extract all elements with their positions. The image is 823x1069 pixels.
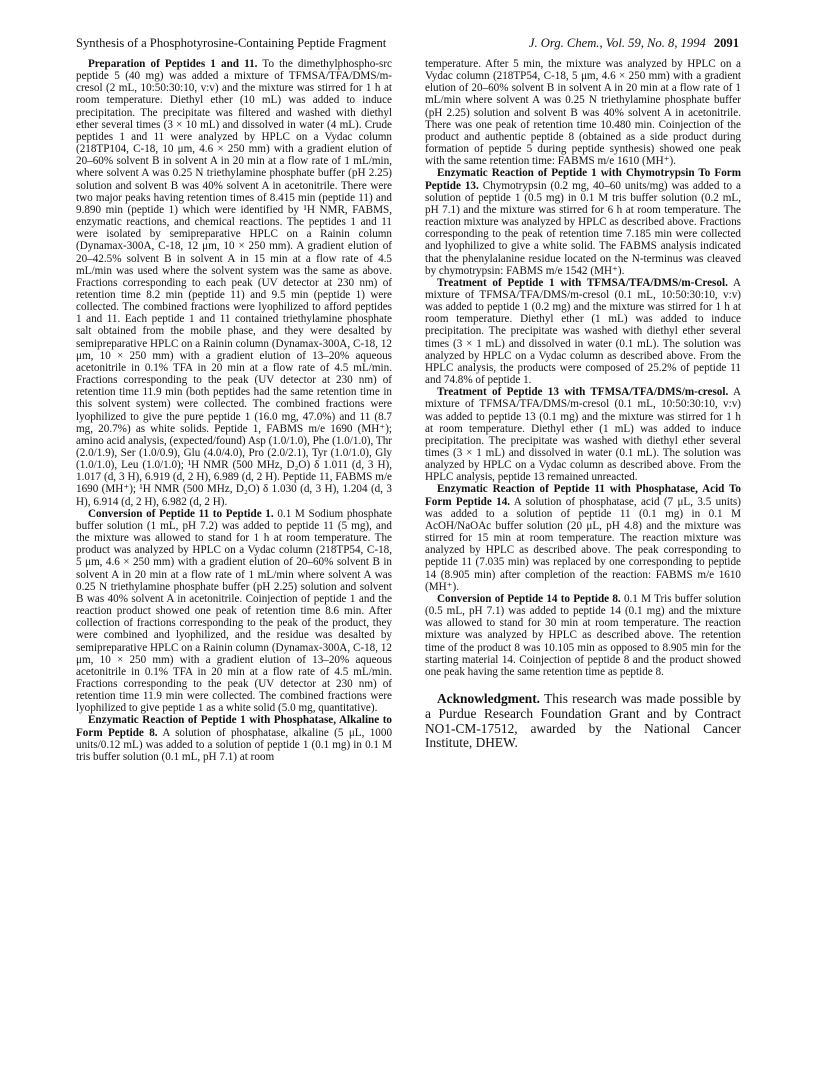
paragraph-text: 0.1 M Tris buffer solution (0.5 mL, pH 7.1) was added to peptide 14 (0.1 mg) and the mixture was allowed to stand for 30 min at room temperature. The reaction mixture was analyzed by HPLC as described above. The retention time of the product 8 was 10.105 min as opposed to 8.905 min for the starting material 14. Coinjection of peptide 8 and the product showed one peak having the same retention time as peptide 8. (425, 592, 741, 678)
paragraph-text: A mixture of TFMSA/TFA/DMS/m-cresol (0.1 mL, 10:50:30:10, v:v) was added to peptide 13 (0.1 mg) and the mixture was stirred for 1 h at room temperature. Diethyl ether (1 mL) was added to induce precipitation. The precipitate was washed with diethyl ether several times (3 × 1 mL) and dissolved in water (0.1 mL). The solution was analyzed by HPLC on a Vydac column as described above. From the HPLC analysis, peptide 13 remained unreacted. (425, 386, 741, 484)
paragraph-treatment-peptide-13 (425, 386, 741, 483)
paragraph-acid-phosphatase (425, 483, 741, 592)
paragraph-continued (425, 58, 741, 167)
paragraph-text: Chymotrypsin (0.2 mg, 40–60 units/mg) was added to a solution of peptide 1 (0.5 mg) in 0.1 M tris buffer solution (0.2 mL, pH 7.1) and the mixture was stirred for 6 h at room temperature. The reaction mixture was analyzed by HPLC as described above. Fractions corresponding to the peak of retention time 7.185 min were collected and lyophilized to give a white solid. The FABMS analysis indicated that the phenylalanine residue located on the N-terminus was cleaved by chymotrypsin: FABMS m/e 1542 (MH⁺). (425, 179, 741, 277)
page-number: 2091 (713, 36, 739, 50)
section-heading: Preparation of Peptides 1 and 11. (88, 58, 258, 70)
paragraph-preparation (76, 58, 392, 508)
paragraph-conversion-14-to-8 (425, 593, 741, 678)
paragraph-alkaline-phosphatase (76, 714, 392, 763)
section-heading: Enzymatic Reaction of Peptide 11 with Phosphatase, Acid To Form Peptide 14. (425, 483, 741, 508)
paragraph-chymotrypsin (425, 167, 741, 276)
running-title: Synthesis of a Phosphotyrosine-Containing Peptide Fragment (76, 36, 387, 50)
section-heading: Treatment of Peptide 13 with TFMSA/TFA/DMS/m-cresol. (437, 386, 729, 399)
acknowledgment-heading: Acknowledgment. (437, 690, 541, 706)
paragraph-text: A solution of phosphatase, alkaline (5 μL, 1000 units/0.12 mL) was added to a solution of peptide 1 (0.1 mg) in 0.1 M tris buffer solution (0.1 mL, pH 7.1) at room (76, 726, 393, 763)
section-heading: Treatment of Peptide 1 with TFMSA/TFA/DMS/m-Cresol. (437, 276, 728, 289)
paragraph-treatment-peptide-1 (425, 277, 741, 386)
section-heading: Conversion of Peptide 11 to Peptide 1. (88, 507, 274, 520)
section-heading: Enzymatic Reaction of Peptide 1 with Chymotrypsin To Form Peptide 13. (425, 167, 741, 192)
paragraph-text: 0.1 M Sodium phosphate buffer solution (1 mL, pH 7.2) was added to peptide 11 (5 mg), and the mixture was allowed to stand for 1 h at room temperature. The product was analyzed by HPLC on a Vydac column (218TP54, C-18, 5 μm, 4.6 × 250 mm) with a gradient elution of 20–60% solvent B in solvent A in 20 min at a flow rate of 1 mL/min where solvent A was 0.25 N triethylamine phosphate buffer (pH 2.25) solution and solvent B was 40% solvent A in acetonitrile. Coinjection of peptide 1 and the reaction product showed one peak of retention time 8.6 min. After collection of fractions corresponding to the peak of the product, they were combined and lyophilized, and the residue was desalted by semipreparative HPLC on a Rainin column (Dynamax-300A, C-18, 12 μm, 10 × 250 mm) with a gradient elution of 13–20% aqueous acetonitrile in 0.1% TFA in 20 min at a flow rate of 4.5 mL/min. Fractions corresponding to the peak (UV detector at 230 nm) of retention time 11.9 min were collected. The combined fractions were lyophilized to give peptide 1 as a white solid (5.0 mg, quantitative). (76, 507, 392, 715)
paragraph-text: A solution of phosphatase, acid (7 μL, 3.5 units) was added to a solution of peptide 11 (0.1 mg) in 0.1 M AcOH/NaOAc buffer solution (20 μL, pH 4.8) and the mixture was stirred for 15 min at room temperature. The reaction mixture was analyzed by HPLC as described above. The peak corresponding to peptide 11 (7.035 min) was replaced by one corresponding to peptide 14 (8.905 min) after completion of the reaction: FABMS m/e 1610 (MH⁺). (425, 495, 741, 593)
paragraph-text: temperature. After 5 min, the mixture was analyzed by HPLC on a Vydac column (218TP54, C-18, 5 μm, 4.6 × 250 mm) with a gradient elution of 20–60% solvent B in solvent A in 20 min at a flow rate of 1 mL/min where solvent A was 0.25 N triethylamine phosphate buffer (pH 2.25) solution and solvent B was 40% solvent A in acetonitrile. There was one peak of retention time 10.480 min. Coinjection of the product and authentic peptide 8 (obtained as a side product during formation of peptide 5 during peptide synthesis) showed one peak with the same retention time: FABMS m/e 1610 (MH⁺). (425, 58, 741, 168)
left-column (76, 58, 392, 763)
journal-citation (490, 36, 739, 50)
section-heading: Conversion of Peptide 14 to Peptide 8. (437, 592, 621, 605)
paragraph-text: To the dimethylphospho-src peptide 5 (40 mg) was added a mixture of TFMSA/TFA/DMS/m-cresol (2 mL, 10:50:30:10, v:v) and the mixture was stirred for 1 h at room temperature. Diethyl ether (10 mL) was added to induce precipitation. The precipitate was filtered and washed with diethyl ether several times (3 × 10 mL) and dissolved in water (4 mL). Crude peptides 1 and 11 were analyzed by HPLC on a Vydac column (218TP104, C-18, 10 μm, 4.6 × 250 mm) with a gradient elution of 20–60% solvent B in solvent A in 20 min at a flow rate of 1 mL/min, where solvent A was 0.25 N triethylamine phosphate buffer (pH 2.25) solution and solvent B was 40% solvent A in acetonitrile. There were two major peaks having retention times of 8.415 min (peptide 11) and 9.890 min (peptide 1) which were identified by ¹H NMR, FABMS, enzymatic reactions, and chemical reactions. The peptides 1 and 11 were isolated by semipreparative HPLC on a Rainin column (Dynamax-300A, C-18, 12 μm, 10 × 250 mm). A gradient elution of 20–42.5% solvent B in solvent A in 15 min at a flow rate of 4.5 mL/min was used where the solvent system was the same as above. Fractions corresponding to each peak (UV detector at 230 nm) of retention time 8.2 min (peptide 11) and 9.5 min (peptide 1) were collected. The combined fractions were lyophilized to afford peptides 1 and 11. Each peptide 1 and 11 contained triethylamine phosphate salt obtained from the mobile phase, and they were desalted by semipreparative HPLC on a Rainin column (Dynamax-300A, C-18, 12 μm, 10 × 250 mm) with a gradient elution of 13–20% aqueous acetonitrile in 0.1% TFA in 20 min at a flow rate of 4.5 mL/min. Fractions corresponding to the peak (UV detector at 230 nm) of retention time 11.9 min (both peptides had the same retention time in this solvent system) were collected. The combined fractions were lyophilized to give the pure peptide 1 (16.0 mg, 47.0%) and 11 (8.7 mg, 20.7%) as white solids. Peptide 1, FABMS m/e 1690 (MH⁺); amino acid analysis, (expected/found) Asp (1.0/1.0), Phe (1.0/1.0), Thr (2.0/1.9), Ser (1.0/0.9), Glu (4.0/4.0), Pro (2.0/2.1), Tyr (1.0/1.0), Gly (1.0/1.0), Leu (1.0/1.0); ¹H NMR (500 MHz, D₂O) δ 1.011 (d, 3 H), 1.017 (d, 3 H), 6.919 (d, 2 H), 6.989 (d, 2 H). Peptide 11, FABMS m/e 1690 (MH⁺); ¹H NMR (500 MHz, D₂O) δ 1.030 (d, 3 H), 1.204 (d, 3 H), 6.914 (d, 2 H), 6.982 (d, 2 H). (76, 58, 392, 508)
citation-text: J. Org. Chem., Vol. 59, No. 8, 1994 (528, 36, 706, 50)
section-heading: Enzymatic Reaction of Peptide 1 with Phosphatase, Alkaline to Form Peptide 8. (76, 714, 392, 739)
paragraph-conversion-11-to-1 (76, 508, 392, 715)
right-column (425, 58, 741, 751)
acknowledgment-text: This research was made possible by a Purdue Research Foundation Grant and by Contract NO1-CM-17512, awarded by the National Cancer Institute, DHEW. (425, 690, 742, 751)
acknowledgment (425, 692, 741, 751)
paragraph-text: A mixture of TFMSA/TFA/DMS/m-cresol (0.1 mL, 10:50:30:10, v:v) was added to peptide 1 (0.2 mg) and the mixture was stirred for 1 h at room temperature. Diethyl ether (1 mL) was added to induce precipitation. The precipitate was washed with diethyl ether several times (3 × 1 mL) and dissolved in water (0.1 mL). The solution was analyzed by HPLC on a Vydac column as described above. From the HPLC analysis, the products were composed of 25.2% of peptide 11 and 74.8% of peptide 1. (425, 276, 742, 387)
